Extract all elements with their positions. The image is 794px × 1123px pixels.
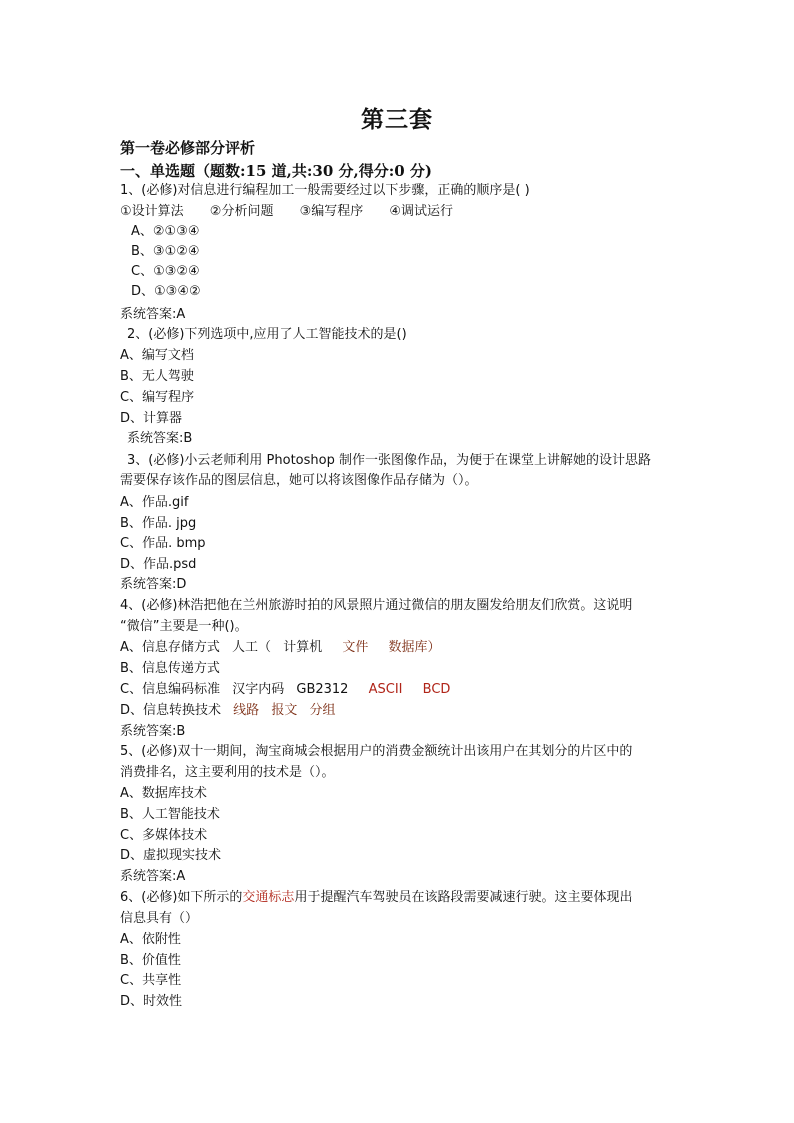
q5-option-c: C、多媒体技术 <box>120 828 208 843</box>
q4-option-c <box>120 680 450 700</box>
q4-note-d1: 线路 <box>233 703 260 718</box>
q1-step-2: ②分析问题 <box>209 204 274 219</box>
q2-option-b: B、无人驾驶 <box>120 369 194 384</box>
q4-stem-line1: 4、(必修)林浩把他在兰州旅游时拍的风景照片通过微信的朋友圈发给朋友们欣赏。这说明 <box>120 598 633 613</box>
q6-stem-line1 <box>120 888 632 908</box>
q4-note-d3: 分组 <box>309 703 336 718</box>
q6-option-a: A、依附性 <box>120 932 181 947</box>
q4-note-a3: 文件 <box>342 640 369 655</box>
q4-note-a1: 人工（ <box>232 640 272 655</box>
q1-option-a: A、②①③④ <box>131 224 200 239</box>
subsection-heading: 一、单选题（题数:15 道,共:30 分,得分:0 分) <box>120 162 433 180</box>
q4-note-c3: ASCII <box>368 682 403 697</box>
q3-option-b: B、作品. jpg <box>120 516 197 531</box>
q6-stem-highlight: 交通标志 <box>242 890 295 905</box>
q6-stem-part1: 6、(必修)如下所示的 <box>120 890 243 905</box>
q4-option-c-label: C、信息编码标准 <box>120 682 221 697</box>
q4-option-d <box>120 701 335 721</box>
q5-answer: 系统答案:A <box>120 869 186 884</box>
q4-note-d2: 报文 <box>271 703 298 718</box>
q4-option-d-label: D、信息转换技术 <box>120 703 222 718</box>
q2-stem: 2、(必修)下列选项中,应用了人工智能技术的是() <box>127 327 407 342</box>
q5-option-d: D、虚拟现实技术 <box>120 848 222 863</box>
q4-note-c2: GB2312 <box>296 682 349 697</box>
q3-option-c: C、作品. bmp <box>120 536 206 551</box>
q2-option-c: C、编写程序 <box>120 390 195 405</box>
q4-option-b: B、信息传递方式 <box>120 661 220 676</box>
q3-option-d: D、作品.psd <box>120 557 197 572</box>
q1-option-b: B、③①②④ <box>131 244 200 259</box>
q3-answer: 系统答案:D <box>120 577 187 592</box>
page-title: 第三套 <box>361 106 433 133</box>
q2-answer: 系统答案:B <box>127 431 193 446</box>
q1-option-d: D、①③④② <box>131 284 201 299</box>
q4-note-a2: 计算机 <box>283 640 323 655</box>
q3-stem-line2: 需要保存该作品的图层信息，她可以将该图像作品存储为（）。 <box>120 473 478 488</box>
q5-stem-line1: 5、(必修)双十一期间，淘宝商城会根据用户的消费金额统计出该用户在其划分的片区中的 <box>120 744 633 759</box>
q4-note-a4: 数据库） <box>388 640 441 655</box>
q1-step-3: ③编写程序 <box>299 204 364 219</box>
q1-option-c: C、①③②④ <box>131 264 200 279</box>
q6-option-d: D、时效性 <box>120 994 183 1009</box>
q4-note-c1: 汉字内码 <box>232 682 285 697</box>
q1-answer: 系统答案:A <box>120 307 186 322</box>
q3-stem-line1: 3、(必修)小云老师利用 Photoshop 制作一张图像作品，为便于在课堂上讲解她的设计思路 <box>127 453 651 468</box>
q3-option-a: A、作品.gif <box>120 495 189 510</box>
q4-option-a-label: A、信息存储方式 <box>120 640 220 655</box>
q5-stem-line2: 消费排名，这主要利用的技术是（）。 <box>120 765 335 780</box>
q2-option-d: D、计算器 <box>120 411 183 426</box>
q4-stem-line2: “微信”主要是一种()。 <box>120 619 248 634</box>
q6-option-b: B、价值性 <box>120 953 181 968</box>
q1-step-1: ①设计算法 <box>120 204 184 219</box>
q1-stem: 1、(必修)对信息进行编程加工一般需要经过以下步骤，正确的顺序是( ) <box>120 183 530 198</box>
q2-option-a: A、编写文档 <box>120 348 194 363</box>
q5-option-b: B、人工智能技术 <box>120 807 220 822</box>
section-heading: 第一卷必修部分评析 <box>120 139 256 157</box>
q4-answer: 系统答案:B <box>120 724 186 739</box>
q6-option-c: C、共享性 <box>120 973 182 988</box>
q1-steps <box>120 202 453 222</box>
q4-note-c4: BCD <box>422 682 451 697</box>
q5-option-a: A、数据库技术 <box>120 786 207 801</box>
q4-option-a <box>120 638 441 658</box>
q6-stem-part3: 用于提醒汽车驾驶员在该路段需要减速行驶。这主要体现出 <box>294 890 633 905</box>
q6-stem-line2: 信息具有（） <box>120 911 199 926</box>
q1-step-4: ④调试运行 <box>389 204 454 219</box>
